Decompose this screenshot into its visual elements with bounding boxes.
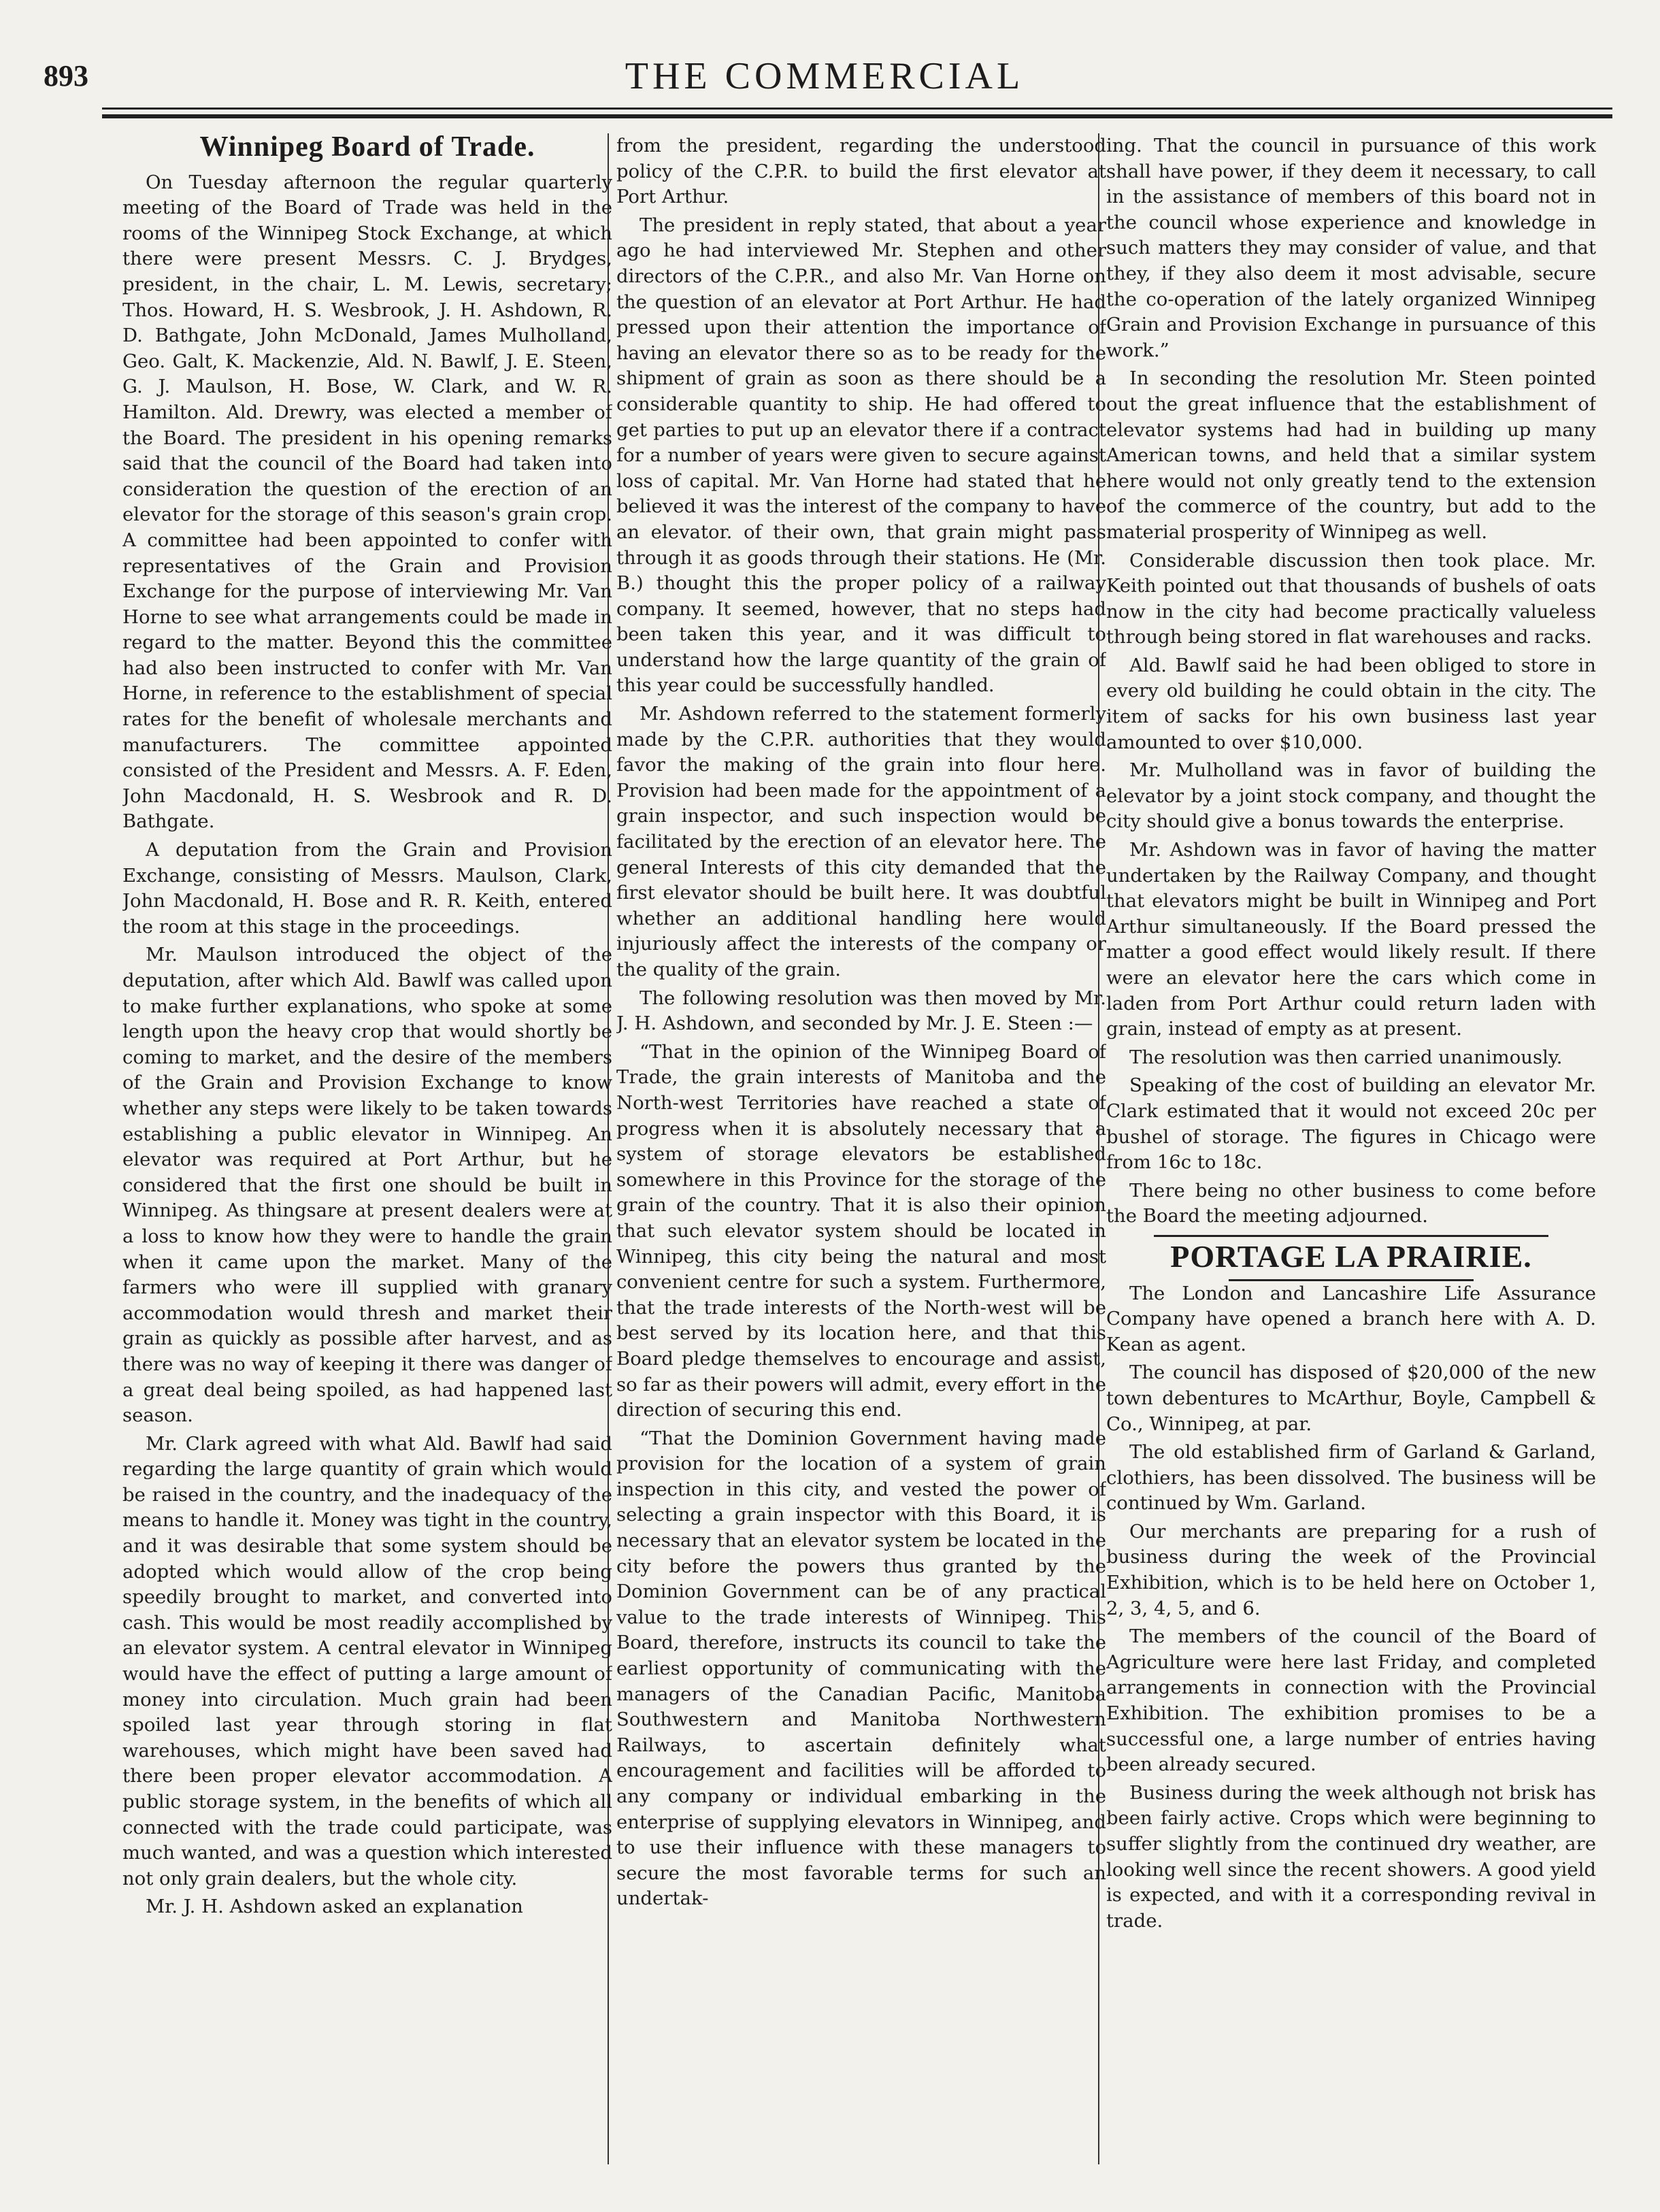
article-heading: PORTAGE LA PRAIRIE.	[1170, 1238, 1532, 1274]
article-paragraph: Mr. Ashdown was in favor of having the matter undertaken by the Railway Company, and thought that elevators might be built in Winnipeg and Port Arthur simultaneously. If the Board pressed the matter a good effect would likely result. If there were an elevator here the cars which come in laden from Port Arthur could return laden with grain, instead of empty as at present.	[1106, 839, 1596, 1040]
article-paragraph: Business during the week although not brisk has been fairly active. Crops which were beginning to suffer slightly from the continued dry weather, are looking well since the recent showers. A good yield is expected, and with it a corresponding revival in trade.	[1106, 1781, 1596, 1932]
article-paragraph: from the president, regarding the understood policy of the C.P.R. to build the first elevator at Port Arthur.	[616, 135, 1106, 208]
masthead-rule-heavy	[102, 114, 1612, 118]
resolution-paragraph: “That the Dominion Government having made provision for the location of a system of grain inspection in this city, and vested the power of selecting a grain inspector with this Board, it is necessary that an elevator system be located in the city before the powers thus granted by the Dominion Government can be of any practical value to the trade interests of Winnipeg. This Board, therefore, instructs its council to take the earliest opportunity of communicating with the managers of the Canadian Pacific, Manitoba Southwestern and Manitoba Northwestern Railways, to ascertain definitely what encouragement and facilities will be afforded to any company or individual embarking in the enterprise of supplying elevators in Winnipeg, and to use their influence with these managers to secure the most favorable terms for such an undertak-	[616, 1427, 1106, 1910]
article-paragraph: Mr. Clark agreed with what Ald. Bawlf had said regarding the large quantity of grain which would be raised in the country, and the inadequacy of the means to handle it. Money was tight in the country, and it was desirable that some system should be adopted which would allow of the crop being speedily brought to market, and converted into cash. This would be most readily accomplished by an elevator system. A central elevator in Winnipeg would have the effect of putting a large amount of money into circulation. Much grain had been spoiled last year through storing in flat warehouses, which might have been saved had there been proper elevator accommodation. A public storage system, in the benefits of which all connected with the trade could participate, was much wanted, and was a question which interested not only grain dealers, but the whole city.	[122, 1432, 612, 1889]
article-paragraph: ing. That the council in pursuance of this work shall have power, if they deem it necessary, to call in the assistance of members of this board not in the council whose experience and knowledge in such matters they may consider of value, and that they, if they also deem it most advisable, secure the co-operation of the lately organized Winnipeg Grain and Provision Exchange in pursuance of this work.”	[1106, 135, 1596, 361]
article-paragraph: On Tuesday afternoon the regular quarterly meeting of the Board of Trade was held in the rooms of the Winnipeg Stock Exchange, at which there were present Messrs. C. J. Brydges, president, in the chair, L. M. Lewis, secretary; Thos. Howard, H. S. Wesbrook, J. H. Ashdown, R. D. Bathgate, John McDonald, James Mulholland, Geo. Galt, K. Mackenzie, Ald. N. Bawlf, J. E. Steen, G. J. Maulson, H. Bose, W. Clark, and W. R. Hamilton. Ald. Drewry, was elected a member of the Board. The president in his opening remarks said that the council of the Board had taken into consideration the question of the erection of an elevator for the storage of this season's grain crop. A committee had been appointed to confer with representatives of the Grain and Provision Exchange for the purpose of interviewing Mr. Van Horne to see what arrangements could be made in regard to the matter. Beyond this the committee had also been instructed to confer with Mr. Van Horne, in reference to the establishment of special rates for the benefit of wholesale merchants and manufacturers. The committee appointed consisted of the President and Messrs. A. F. Eden, John Macdonald, H. S. Wesbrook and R. D. Bathgate.	[122, 171, 612, 833]
masthead-rule	[102, 108, 1612, 110]
page-number: 893	[44, 59, 88, 93]
article-paragraph: The president in reply stated, that about a year ago he had interviewed Mr. Stephen and other directors of the C.P.R., and also Mr. Van Horne on the question of an elevator at Port Arthur. He had pressed upon their attention the importance of having an elevator there so as to be ready for the shipment of grain as soon as there should be a considerable quantity to ship. He had offered to get parties to put up an elevator there if a contract for a number of years were given to secure against loss of capital. Mr. Van Horne had stated that he believed it was the interest of the company to have an elevator. of their own, that grain might pass through it as goods through their stations. He (Mr. B.) thought this the proper policy of a railway company. It seemed, however, that no steps had been taken this year, and it was difficult to understand how the large quantity of the grain of this year could be successfully handled.	[616, 214, 1106, 697]
article-paragraph: A deputation from the Grain and Provision Exchange, consisting of Messrs. Maulson, Clark, John Macdonald, H. Bose and R. R. Keith, entered the room at this stage in the proceedings.	[122, 839, 612, 938]
article-paragraph: Considerable discussion then took place. Mr. Keith pointed out that thousands of bushels of oats now in the city had become practically valueless through being stored in flat warehouses and racks.	[1106, 549, 1596, 648]
article-paragraph: The resolution was then carried unanimously.	[1129, 1046, 1563, 1068]
article-paragraph: Mr. Maulson introduced the object of the deputation, after which Ald. Bawlf was called upon to make further explanations, who spoke at some length upon the heavy crop that would shortly be coming to market, and the desire of the members of the Grain and Provision Exchange to know whether any steps were likely to be taken towards establishing a public elevator in Winnipeg. An elevator was required at Port Arthur, but he considered that the first one should be built in Winnipeg. As thingsare at present dealers were at a loss to know how they were to handle the grain when it came upon the market. Many of the farmers who were ill supplied with granary accommodation would thresh and market their grain as quickly as possible after harvest, and as there was no way of keeping it there was danger of a great deal being spoiled, as had happened last season.	[122, 944, 612, 1427]
masthead	[44, 54, 1606, 112]
article-paragraph: Ald. Bawlf said he had been obliged to store in every old building he could obtain in the city. The item of sacks for his own business last year amounted to over $10,000.	[1106, 654, 1596, 753]
article-paragraph: Speaking of the cost of building an elevator Mr. Clark estimated that it would not exceed 20c per bushel of storage. The figures in Chicago were from 16c to 18c.	[1106, 1074, 1596, 1174]
article-paragraph: Mr. Mulholland was in favor of building the elevator by a joint stock company, and thought the city should give a bonus towards the enterprise.	[1106, 759, 1596, 833]
article-paragraph: Our merchants are preparing for a rush of business during the week of the Provincial Exhibition, which is to be held here on October 1, 2, 3, 4, 5, and 6.	[1106, 1520, 1596, 1619]
article-paragraph: The following resolution was then moved by Mr. J. H. Ashdown, and seconded by Mr. J. E. Steen :—	[616, 987, 1106, 1035]
column-2	[616, 133, 1106, 2168]
column-1	[122, 133, 612, 2168]
article-paragraph: Mr. Ashdown referred to the statement formerly made by the C.P.R. authorities that they would favor the making of the grain into flour here. Provision had been made for the appointment of a grain inspector, and such inspection would be facilitated by the erection of an elevator here. The general Interests of this city demanded that the first elevator should be built here. It was doubtful whether an additional handling here would injuriously affect the interests of the company or the quality of the grain.	[616, 703, 1106, 980]
article-paragraph: In seconding the resolution Mr. Steen pointed out the great influence that the establishment of elevator systems had had in building up many American towns, and held that a similar system here would not only greatly tend to the extension of the commerce of the country, but add to the material prosperity of Winnipeg as well.	[1106, 367, 1596, 543]
publication-title: THE COMMERCIAL	[625, 55, 1025, 97]
article-paragraph: The council has disposed of $20,000 of the new town debentures to McArthur, Boyle, Campbell & Co., Winnipeg, at par.	[1106, 1361, 1596, 1435]
article-paragraph: Mr. J. H. Ashdown asked an explanation	[146, 1896, 523, 1918]
article-paragraph: The members of the council of the Board of Agriculture were here last Friday, and completed arrangements in connection with the Provincial Exhibition. The exhibition promises to be a successful one, a large number of entries having been already secured.	[1106, 1625, 1596, 1776]
article-paragraph: The London and Lancashire Life Assurance Company have opened a branch here with A. D. Kean as agent.	[1106, 1282, 1596, 1355]
column-3	[1106, 133, 1596, 2168]
section-divider	[1154, 1235, 1548, 1237]
article-paragraph: The old established firm of Garland & Garland, clothiers, has been dissolved. The business will be continued by Wm. Garland.	[1106, 1441, 1596, 1515]
article-heading: Winnipeg Board of Trade.	[199, 133, 535, 163]
article-paragraph: There being no other business to come before the Board the meeting adjourned.	[1106, 1179, 1596, 1227]
resolution-paragraph: “That in the opinion of the Winnipeg Board of Trade, the grain interests of Manitoba and the North-west Territories have reached a state of progress when it is absolutely necessary that a system of storage elevators be established somewhere in this Province for the storage of the grain of the country. That it is also their opinion that such elevator system should be located in Winnipeg, this city being the natural and most convenient centre for such a system. Furthermore, that the trade interests of the North-west will be best served by its location here, and that this Board pledge themselves to encourage and assist, so far as their powers will admit, every effort in the direction of securing this end.	[616, 1040, 1106, 1421]
